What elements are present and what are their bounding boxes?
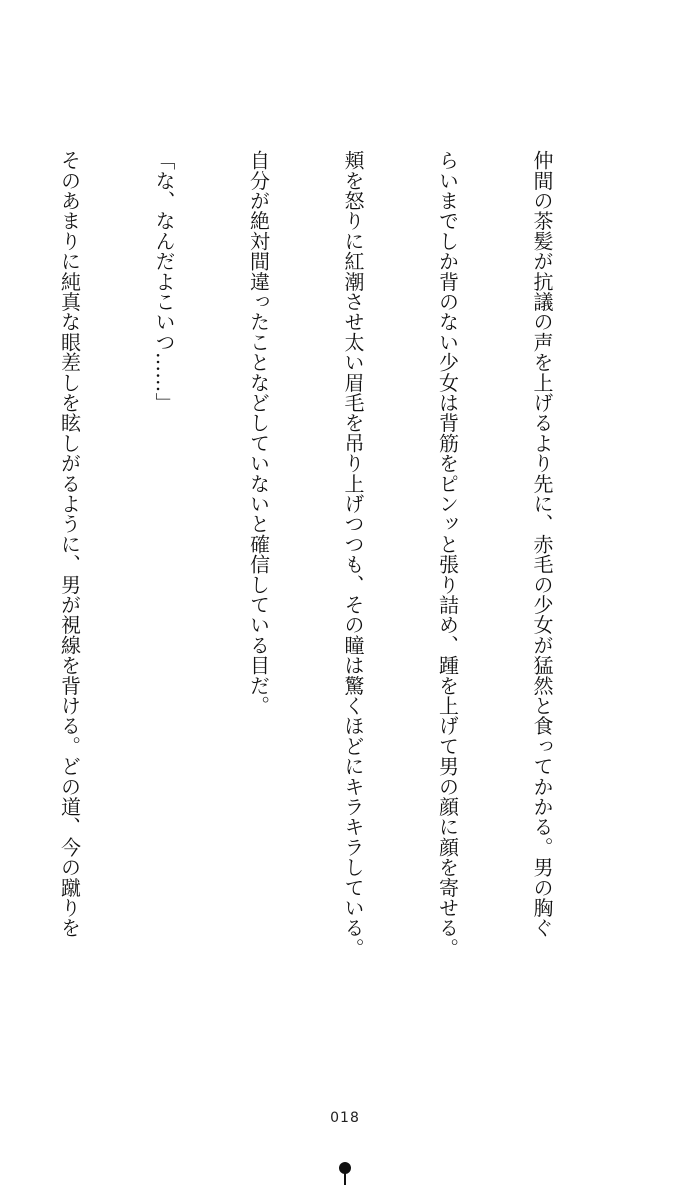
text-line: らいまでしか背のない少女は背筋をピンッと張り詰め、踵を上げて男の顔に顔を寄せる。: [435, 150, 460, 959]
page-number: 018: [330, 1110, 360, 1126]
text-line: 自分が絶対間違ったことなどしていないと確信している目だ。: [246, 150, 271, 716]
text-line: 「な、なんだよこいつ……」: [152, 150, 176, 413]
page-footer: [0, 1110, 690, 1126]
text-line: 仲間の茶髪が抗議の声を上げるより先に、赤毛の少女が猛然と食ってかかる。男の胸ぐ: [530, 150, 554, 938]
page-marker-line-icon: [344, 1173, 346, 1185]
text-line: 頬を怒りに紅潮させ太い眉毛を吊り上げつつも、その瞳は驚くほどにキラキラしている。: [341, 150, 365, 958]
text-line: そのあまりに純真な眼差しを眩しがるように、男が視線を背ける。どの道、今の蹴りを: [57, 150, 82, 938]
body-text: [0, 150, 620, 1090]
